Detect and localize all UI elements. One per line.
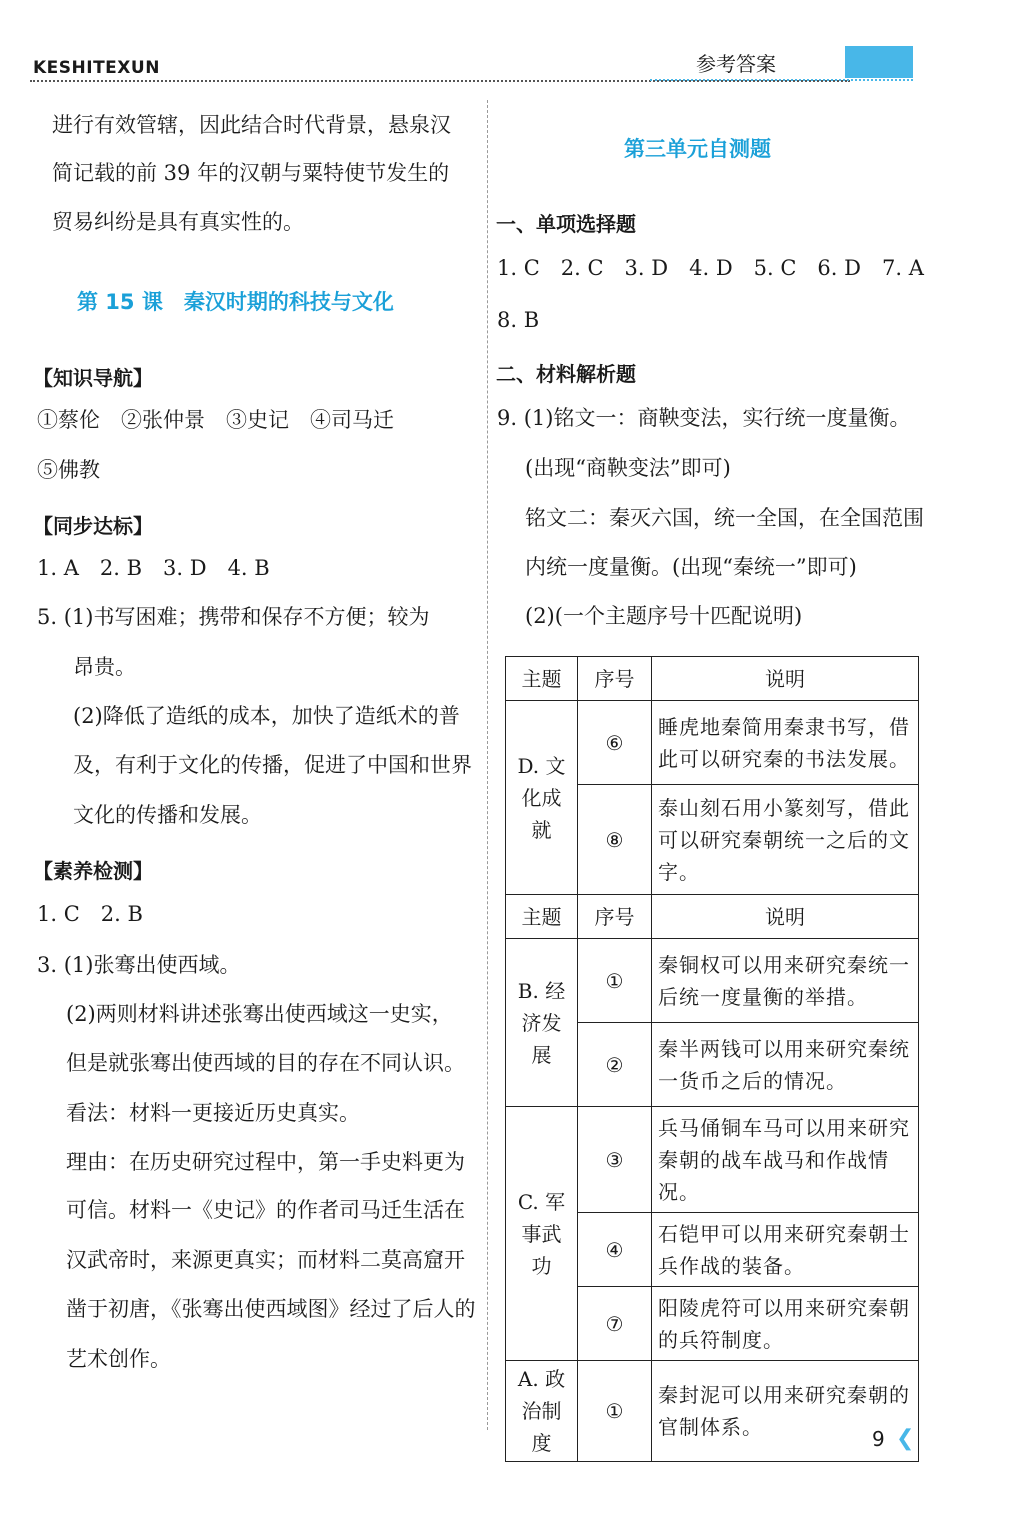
number-cell: ⑧ [578, 785, 652, 895]
answer-line: 艺术创作。 [66, 1347, 171, 1371]
number-cell: ① [578, 1361, 652, 1462]
number-cell: ① [578, 939, 652, 1023]
description-cell: 石铠甲可以用来研究秦朝士兵作战的装备。 [652, 1213, 919, 1287]
column-divider [487, 100, 488, 1430]
header-description: 说明 [652, 657, 919, 701]
unit-title: 第三单元自测题 [624, 137, 771, 161]
theme-cell: A. 政治制度 [506, 1361, 578, 1462]
number-cell: ⑦ [578, 1287, 652, 1361]
header-theme: 主题 [506, 657, 578, 701]
description-cell: 阳陵虎符可以用来研究秦朝的兵符制度。 [652, 1287, 919, 1361]
answer-line: 1. C 2. C 3. D 4. D 5. C 6. D 7. A [497, 256, 924, 280]
literacy-heading: 【素养检测】 [33, 859, 153, 883]
description-cell: 兵马俑铜车马可以用来研究秦朝的战车战马和作战情况。 [652, 1107, 919, 1213]
description-cell: 秦铜权可以用来研究秦统一后统一度量衡的举措。 [652, 939, 919, 1023]
answer-line: 及，有利于文化的传播，促进了中国和世界 [73, 753, 472, 777]
intro-line: 简记载的前 39 年的汉朝与粟特使节发生的 [52, 161, 450, 185]
number-cell: ② [578, 1023, 652, 1107]
intro-line: 贸易纠纷是具有真实性的。 [52, 210, 304, 234]
lesson-title: 第 15 课 秦汉时期的科技与文化 [77, 290, 394, 314]
answer-line: 内统一度量衡。(出现“秦统一”即可) [525, 555, 857, 579]
answer-line: 1. A 2. B 3. D 4. B [37, 556, 270, 580]
table-row [506, 701, 919, 785]
part1-heading: 一、单项选择题 [496, 212, 636, 236]
answer-line: 可信。材料一《史记》的作者司马迁生活在 [66, 1198, 465, 1222]
header-color-tab [845, 46, 913, 78]
nav-heading: 【知识导航】 [33, 366, 153, 390]
chevron-left-icon: ❮ [896, 1426, 915, 1451]
answer-line: 5. (1)书写困难；携带和保存不方便；较为 [37, 605, 430, 629]
table-header-row [506, 895, 919, 939]
number-cell: ⑥ [578, 701, 652, 785]
answer-table [505, 656, 919, 1462]
table-header-row [506, 657, 919, 701]
answer-line: 汉武帝时，来源更真实；而材料二莫高窟开 [66, 1248, 465, 1272]
intro-line: 进行有效管辖，因此结合时代背景，悬泉汉 [52, 113, 451, 137]
part2-heading: 二、材料解析题 [496, 362, 636, 386]
answer-line: 理由：在历史研究过程中，第一手史料更为 [66, 1150, 465, 1174]
description-cell: 泰山刻石用小篆刻写，借此可以研究秦朝统一之后的文字。 [652, 785, 919, 895]
header-divider-accent [650, 79, 913, 81]
answer-line: 文化的传播和发展。 [73, 803, 262, 827]
theme-cell: D. 文化成就 [506, 701, 578, 895]
answer-line: (出现“商鞅变法”即可) [525, 456, 731, 480]
answer-line: (2)降低了造纸的成本，加快了造纸术的普 [73, 704, 460, 728]
answer-line: 看法：材料一更接近历史真实。 [66, 1101, 360, 1125]
number-cell: ④ [578, 1213, 652, 1287]
header-title: 参考答案 [696, 52, 776, 76]
description-cell: 秦封泥可以用来研究秦朝的官制体系。 [652, 1361, 919, 1462]
answer-line: (2)两则材料讲述张骞出使西域这一史实， [66, 1002, 453, 1026]
header-description: 说明 [652, 895, 919, 939]
answer-line: 1. C 2. B [37, 902, 143, 926]
answer-line: 3. (1)张骞出使西域。 [37, 953, 241, 977]
description-cell: 睡虎地秦简用秦隶书写，借此可以研究秦的书法发展。 [652, 701, 919, 785]
table-row [506, 939, 919, 1023]
theme-cell: C. 军事武功 [506, 1107, 578, 1361]
brand-name: KESHITEXUN [33, 58, 160, 78]
answer-line: ⑤佛教 [37, 458, 100, 482]
theme-cell: B. 经济发展 [506, 939, 578, 1107]
answer-line: 9. (1)铭文一：商鞅变法，实行统一度量衡。 [497, 406, 911, 430]
description-cell: 秦半两钱可以用来研究秦统一货币之后的情况。 [652, 1023, 919, 1107]
header-theme: 主题 [506, 895, 578, 939]
answer-line: (2)(一个主题序号十匹配说明) [525, 604, 803, 628]
answer-line: ①蔡伦 ②张仲景 ③史记 ④司马迁 [37, 408, 394, 432]
sync-heading: 【同步达标】 [33, 514, 153, 538]
number-cell: ③ [578, 1107, 652, 1213]
answer-line: 凿于初唐，《张骞出使西域图》经过了后人的 [66, 1297, 476, 1321]
page-number: 9 [872, 1427, 885, 1451]
answer-line: 但是就张骞出使西域的目的存在不同认识。 [66, 1051, 465, 1075]
table-row [506, 1361, 919, 1462]
answer-line: 8. B [497, 308, 540, 332]
table-row [506, 1107, 919, 1213]
header-number: 序号 [578, 657, 652, 701]
answer-line: 昂贵。 [73, 655, 136, 679]
answer-line: 铭文二：秦灭六国，统一全国，在全国范围 [525, 506, 924, 530]
header-number: 序号 [578, 895, 652, 939]
